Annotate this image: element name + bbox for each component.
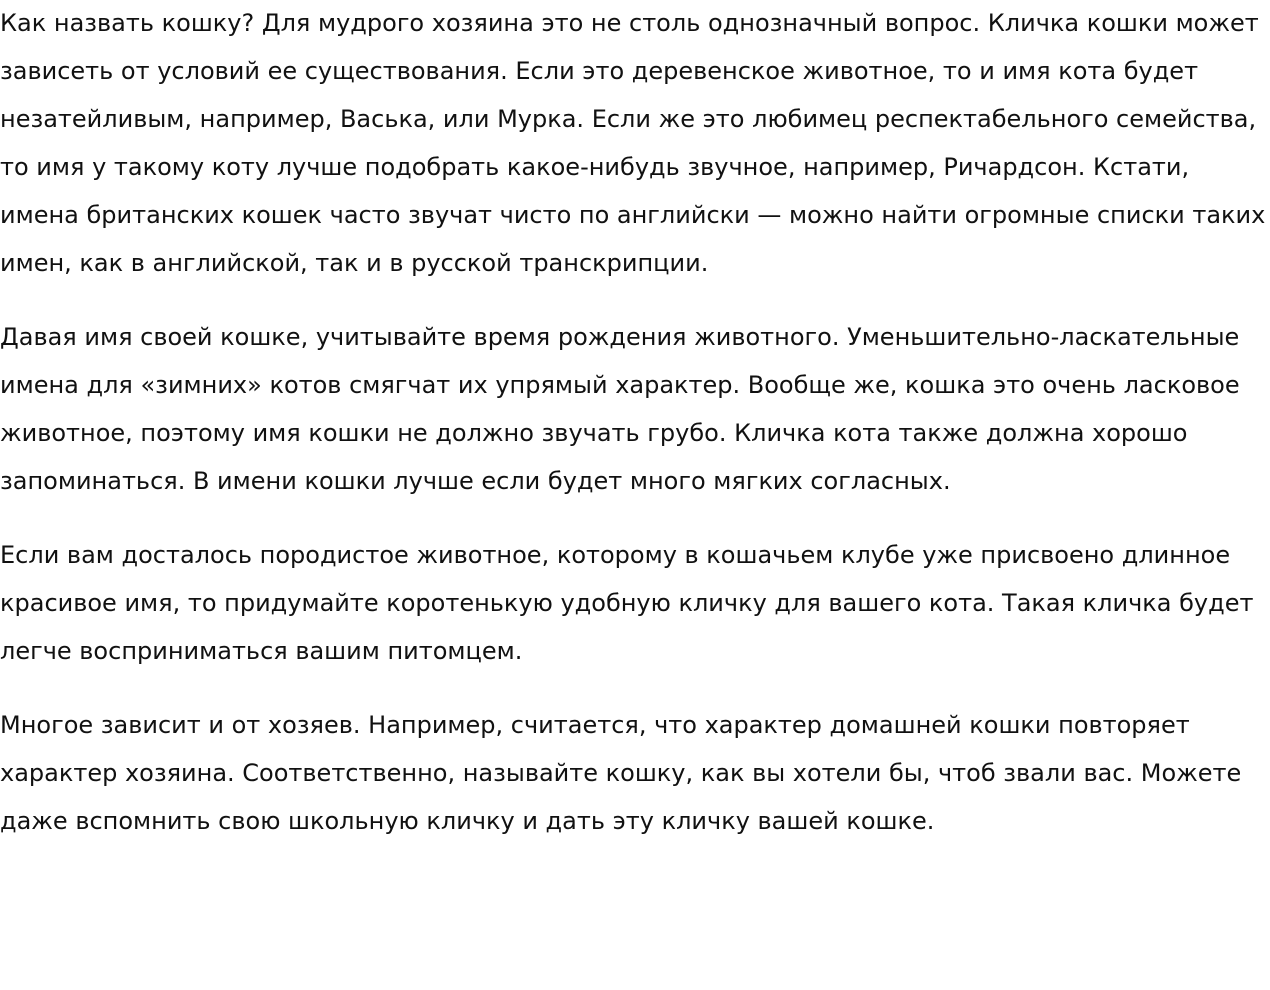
paragraph-birth-season: Давая имя своей кошке, учитывайте время рождения животного. Уменьшительно-ласкательные имена для «зимних» котов смягчат их упрямый характер. Вообще же, кошка это очень ласковое животное, поэтому имя кошки не должно звучать грубо. Кличка кота также должна хорошо запоминаться. В имени кошки лучше если будет много мягких согласных. bbox=[0, 323, 1240, 495]
paragraph-cat-name-intro: Как назвать кошку? Для мудрого хозяина это не столь однозначный вопрос. Кличка кошки может зависеть от условий ее существования. Если это деревенское животное, то и имя кота будет незатейливым, например, Васька, или Мурка. Если же это любимец респектабельного семейства, то имя у такому коту лучше подобрать какое-нибудь звучное, например, Ричардсон. Кстати, имена британских кошек часто звучат чисто по английски — можно найти огромные списки таких имен, как в английской, так и в русской транскрипции. bbox=[0, 9, 1266, 277]
paragraph-pedigree: Если вам досталось породистое животное, которому в кошачьем клубе уже присвоено длинное красивое имя, то придумайте коротенькую удобную кличку для вашего кота. Такая кличка будет легче восприниматься вашим питомцем. bbox=[0, 541, 1254, 665]
paragraph-owners: Многое зависит и от хозяев. Например, считается, что характер домашней кошки повторяет характер хозяина. Соответственно, называйте кошку, как вы хотели бы, чтоб звали вас. Можете даже вспомнить свою школьную кличку и дать эту кличку вашей кошке. bbox=[0, 711, 1242, 835]
